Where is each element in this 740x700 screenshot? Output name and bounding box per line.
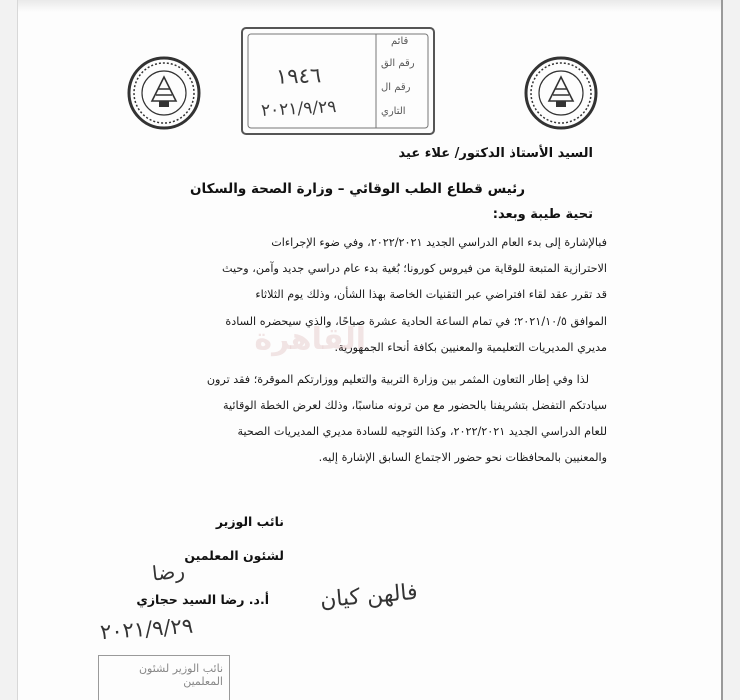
body-line: فبالإشارة إلى بدء العام الدراسي الجديد ٢٠٢٢/٢٠٢١، وفي ضوء الإجراءات [271,236,607,249]
body-line: الموافق ٢٠٢١/١٠/٥؛ في تمام الساعة الحادية عشرة صباحًا، والذي سيحضره السادة [225,315,607,328]
stamp-label: رقم ال [381,82,411,93]
body-line: والمعنيين بالمحافظات نحو حضور الاجتماع السابق الإشارة إليه. [318,451,607,464]
body-line: الاحترازية المتبعة للوقاية من فيروس كورونا؛ بُغية بدء عام دراسي جديد وآمن، وحيث [221,262,607,275]
bottom-stamp-text: نائب الوزير لشئون المعلمين [138,662,223,688]
addressee: السيد الأستاذ الدكتور/ علاء عيد [398,146,593,161]
handwritten-signature: رضا [150,558,186,586]
letter-page [17,0,723,700]
greeting: تحية طيبة وبعد: [492,207,593,222]
stamp-date: ٢٠٢١/٩/٢٩ [260,97,337,121]
bottom-stamp [98,655,230,700]
stamp-label: رقم الق [381,58,415,69]
body-line: للعام الدراسي الجديد ٢٠٢٢/٢٠٢١، وكذا التوجيه للسادة مديري المديريات الصحية [237,425,607,438]
stamp-label: قائم [391,36,409,47]
body-line: قد تقرر عقد لقاء افتراضي عبر التقنيات الخاصة بهذا الشأن، وذلك يوم الثلاثاء [255,288,607,301]
stamp-label: التاري [381,106,406,117]
addressee-title: رئيس قطاع الطب الوقائي – وزارة الصحة والسكان [189,181,525,197]
body-line: مديري المديريات التعليمية والمعنيين بكافة أنحاء الجمهورية. [334,341,607,354]
stamp-number: ١٩٤٦ [275,63,322,89]
watermark-text: القاهرة [254,322,366,357]
signature-subtitle: لشئون المعلمين [184,548,284,563]
body-line: سيادتكم التفضل بتشريفنا بالحضور مع من ترونه مناسبًا، وذلك لعرض الخطة الوقائية [223,399,607,412]
body-line: لذا وفي إطار التعاون المثمر بين وزارة التربية والتعليم ووزارتكم الموقرة؛ فقد ترون [206,373,589,386]
signature-title: نائب الوزير [215,514,284,529]
page-crease [18,0,721,12]
ministry-seal-left-icon [126,55,202,131]
registration-stamp [236,22,440,140]
handwritten-date: ٢٠٢١/٩/٢٩ [99,613,194,645]
watermark [256,322,366,372]
signatory-name: أ.د. رضا السيد حجازي [136,592,269,607]
ministry-seal-right-icon [523,55,599,131]
handwritten-side-note: فالهن كيان [319,579,419,614]
